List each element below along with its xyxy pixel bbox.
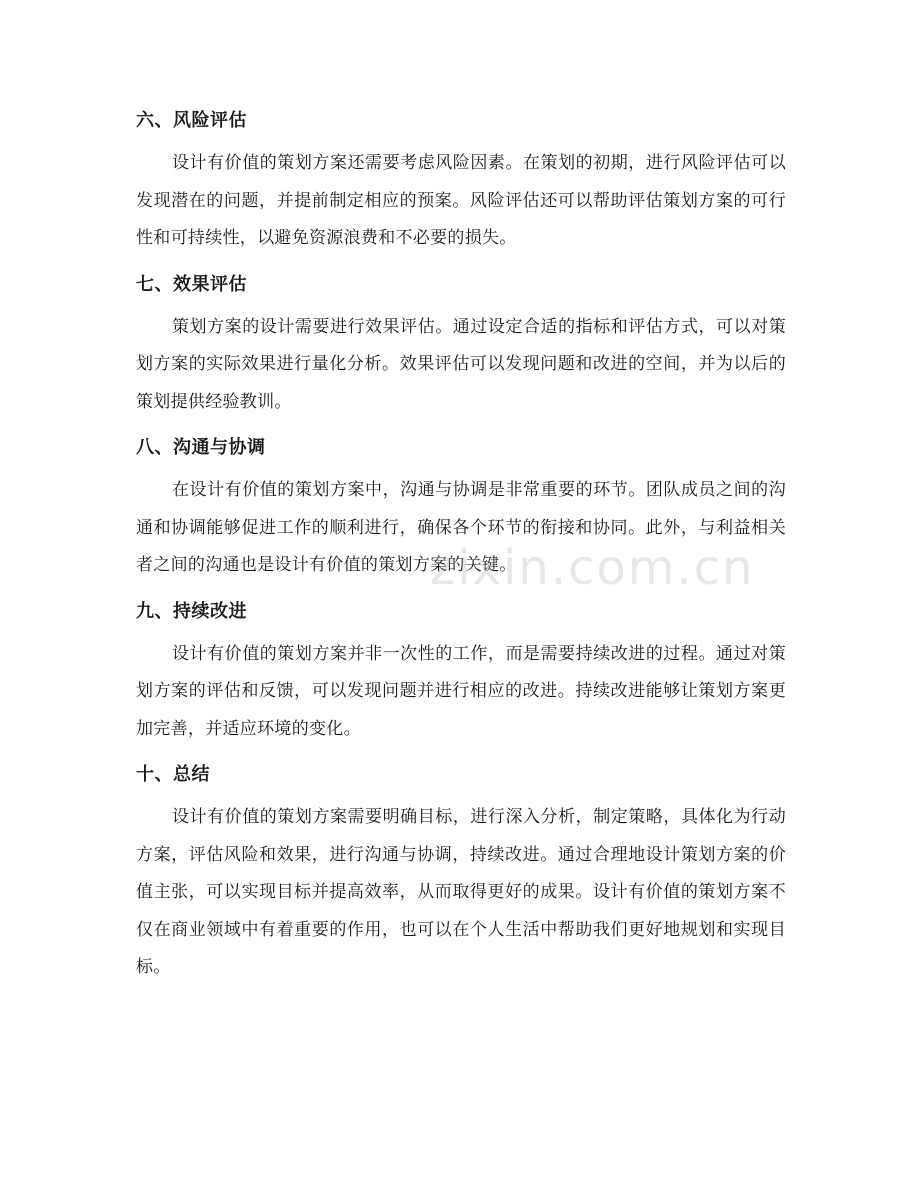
section-heading: 九、持续改进 xyxy=(136,600,247,622)
section-paragraph: 设计有价值的策划方案并非一次性的工作，而是需要持续改进的过程。通过对策划方案的评估和反馈，可以发现问题并进行相应的改进。持续改进能够让策划方案更加完善，并适应环境的变化。 xyxy=(136,643,786,739)
section-heading: 七、效果评估 xyxy=(136,273,247,295)
section-continuous-improvement xyxy=(136,594,786,749)
document-body xyxy=(136,103,786,996)
watermark: zixin.com.cn xyxy=(430,540,755,596)
section-communication xyxy=(136,430,786,585)
section-summary xyxy=(136,757,786,987)
section-paragraph: 策划方案的设计需要进行效果评估。通过设定合适的指标和评估方式，可以对策划方案的实际效果进行量化分析。效果评估可以发现问题和改进的空间，并为以后的策划提供经验教训。 xyxy=(136,316,786,412)
section-paragraph: 设计有价值的策划方案还需要考虑风险因素。在策划的初期，进行风险评估可以发现潜在的问题，并提前制定相应的预案。风险评估还可以帮助评估策划方案的可行性和可持续性，以避免资源浪费和不必要的损失。 xyxy=(136,153,786,248)
section-heading: 十、总结 xyxy=(136,764,210,785)
section-risk-assessment xyxy=(136,103,786,258)
section-paragraph: 设计有价值的策划方案需要明确目标，进行深入分析，制定策略，具体化为行动方案，评估风险和效果，进行沟通与协调，持续改进。通过合理地设计策划方案的价值主张，可以实现目标并提高效率，从而取得更好的成果。设计有价值的策划方案不仅在商业领域中有着重要的作用，也可以在个人生活中帮助我们更好地规划和实现目标。 xyxy=(136,807,786,977)
section-heading: 八、沟通与协调 xyxy=(136,437,266,458)
section-heading: 六、风险评估 xyxy=(136,110,247,131)
section-paragraph: 在设计有价值的策划方案中，沟通与协调是非常重要的环节。团队成员之间的沟通和协调能够促进工作的顺利进行，确保各个环节的衔接和协同。此外，与利益相关者之间的沟通也是设计有价值的策划方案的关键。 xyxy=(136,480,786,575)
section-effect-assessment xyxy=(136,267,786,422)
